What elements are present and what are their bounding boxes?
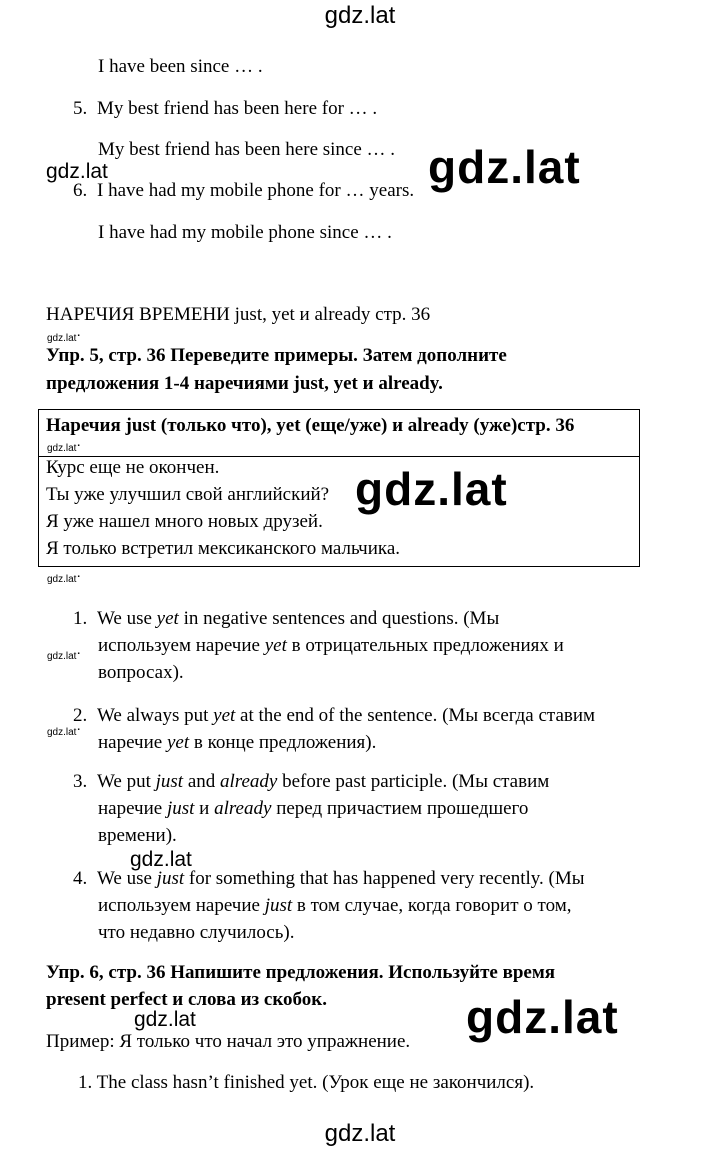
ex5-box-line-2: Ты уже улучшил свой английский? [46,484,330,505]
ex5-box-header: Наречия just (только что), yet (еще/уже) и already (уже)стр. 36 [46,415,575,436]
ex5-title-line2: предложения 1-4 наречиями just, yet и already. [46,373,443,394]
ex6-item-1: 1. The class hasn’t finished yet. (Урок еще не закончился). [78,1072,535,1093]
ex5-rule-3-line3: времени). [98,825,177,846]
watermark-small-3: gdz.lat ▪ [47,574,80,585]
ex5-rule-4-line2: используем наречие just в том случае, когда говорит о том, [98,895,572,916]
ex6-title-line1: Упр. 6, стр. 36 Напишите предложения. Используйте время [46,962,556,983]
ex5-box-line-4: Я только встретил мексиканского мальчика. [46,538,401,559]
watermark-small-1: gdz.lat ▪ [47,333,80,344]
ex4-item6: 6. I have had my mobile phone for … years. [73,180,415,201]
ex5-rule-1-line3: вопросах). [98,662,184,683]
ex5-rule-4-line3: что недавно случилось). [98,922,295,943]
watermark-bottom: gdz.lat [324,1120,396,1147]
ex5-box-line-1: Курс еще не окончен. [46,457,220,478]
ex5-rule-4-line1: 4. We use just for something that has happened very recently. (Мы [73,868,585,889]
watermark-small-4: gdz.lat ▪ [47,651,80,662]
ex5-rule-1-line2: используем наречие yet в отрицательных предложениях и [98,635,564,656]
watermark-mid-3: gdz.lat [134,1008,196,1031]
ex4-item4-since: I have been since … . [98,56,263,77]
watermark-small-2: gdz.lat ▪ [47,443,80,454]
ex5-box-line-3: Я уже нашел много новых друзей. [46,511,323,532]
section-heading: НАРЕЧИЯ ВРЕМЕНИ just, yet и already стр. 36 [46,304,431,325]
ex5-rule-1-line1: 1. We use yet in negative sentences and questions. (Мы [73,608,500,629]
watermark-large-1: gdz.lat [428,141,581,193]
watermark-top: gdz.lat [324,2,396,29]
ex4-item5: 5. My best friend has been here for … . [73,98,378,119]
watermark-large-2: gdz.lat [355,463,508,515]
ex4-item6-since: I have had my mobile phone since … . [98,222,392,243]
ex5-rule-2-line1: 2. We always put yet at the end of the sentence. (Мы всегда ставим [73,705,596,726]
ex5-title-line1: Упр. 5, стр. 36 Переведите примеры. Затем дополните [46,345,507,366]
ex5-rule-2-line2: наречие yet в конце предложения). [98,732,377,753]
ex5-rule-3-line1: 3. We put just and already before past participle. (Мы ставим [73,771,550,792]
ex6-example: Пример: Я только что начал это упражнение. [46,1031,411,1052]
ex6-title-line2: present perfect и слова из скобок. [46,989,328,1010]
ex4-item5-since: My best friend has been here since … . [98,139,396,160]
ex5-rule-3-line2: наречие just и already перед причастием прошедшего [98,798,529,819]
watermark-mid-2: gdz.lat [130,848,192,871]
watermark-mid-1: gdz.lat [46,160,108,183]
watermark-large-3: gdz.lat [466,991,619,1043]
watermark-small-5: gdz.lat ▪ [47,727,80,738]
